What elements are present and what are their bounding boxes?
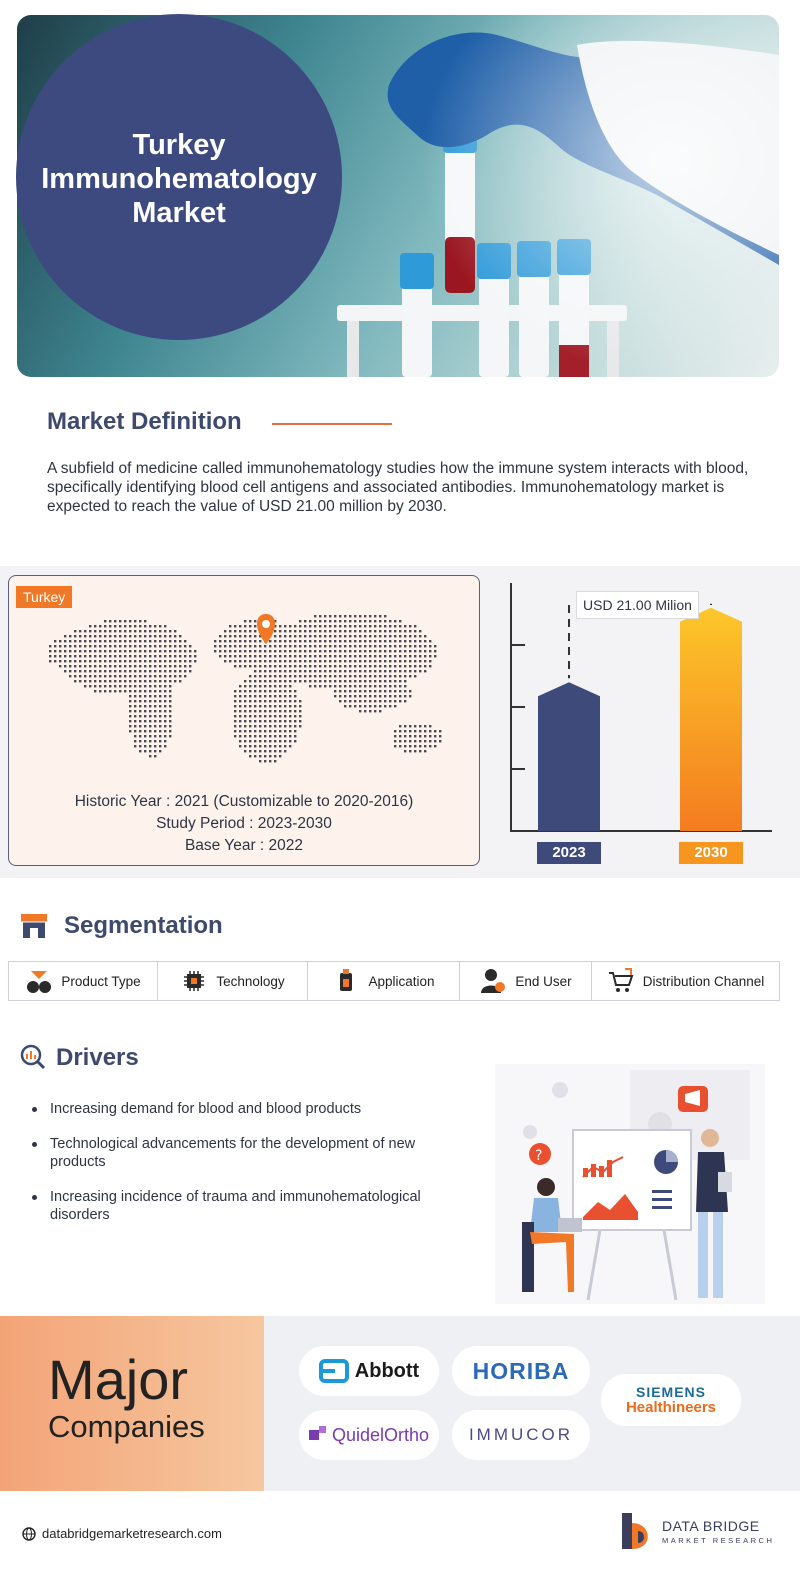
location-pin-icon — [257, 614, 275, 644]
store-icon — [20, 910, 48, 940]
segment-end-user[interactable]: End User — [459, 962, 591, 1000]
market-definition-text: A subfield of medicine called immunohematology studies how the immune system interacts with blood, specifically identifying blood cell antigens and associated antibodies. Immunohematology market is expected to reach the value of USD 21.00 million by 2030. — [47, 460, 749, 515]
chart-value-label: USD 21.00 Milion — [576, 591, 699, 619]
segment-technology[interactable]: Technology — [157, 962, 307, 1000]
country-tag: Turkey — [16, 586, 72, 608]
globe-icon — [22, 1527, 36, 1541]
market-growth-chart — [500, 575, 780, 875]
segment-distribution-channel[interactable]: Distribution Channel — [591, 962, 779, 1000]
chip-icon — [180, 967, 208, 995]
driver-item: Increasing incidence of trauma and immunohematological disorders — [32, 1188, 472, 1224]
immucor-logo: IMMUCOR — [452, 1410, 590, 1460]
bar-2023 — [538, 682, 600, 831]
bar-2030 — [680, 608, 742, 831]
application-icon — [332, 967, 360, 995]
analytics-search-icon — [20, 1044, 46, 1070]
title-divider — [272, 423, 392, 425]
segment-product-type[interactable]: Product Type — [9, 962, 157, 1000]
year-label-2030: 2030 — [679, 842, 743, 864]
product-type-icon — [25, 967, 53, 995]
presentation-illustration — [470, 1062, 770, 1307]
quidelortho-logo: QuidelOrtho — [299, 1410, 439, 1460]
hero-title: Turkey Immunohematology Market — [41, 129, 317, 229]
svg-text:?: ? — [535, 1148, 543, 1164]
study-period: Study Period : 2023-2030 — [156, 815, 332, 832]
abbott-mark-icon — [319, 1359, 349, 1383]
segmentation-bar — [8, 961, 780, 1001]
drivers-title: Drivers — [56, 1044, 139, 1071]
data-bridge-logo-icon — [618, 1509, 658, 1553]
brand-name: DATA BRIDGE — [662, 1518, 760, 1534]
year-label-2023: 2023 — [537, 842, 601, 864]
base-year: Base Year : 2022 — [184, 837, 304, 854]
driver-item: Technological advancements for the development of new products — [32, 1135, 472, 1171]
siemens-healthineers-logo: SIEMENS Healthineers — [601, 1374, 741, 1426]
companies-title: Companies — [48, 1409, 205, 1444]
cart-icon — [607, 967, 635, 995]
segmentation-title: Segmentation — [64, 912, 223, 939]
website-url[interactable]: databridgemarketresearch.com — [42, 1526, 222, 1541]
driver-item: Increasing demand for blood and blood products — [32, 1100, 472, 1118]
abbott-logo: Abbott — [299, 1346, 439, 1396]
brand-subtitle: MARKET RESEARCH — [662, 1536, 775, 1545]
drivers-list — [32, 1100, 472, 1241]
historic-year: Historic Year : 2021 (Customizable to 2020-2016) — [74, 793, 414, 810]
world-map-dotted — [30, 596, 450, 766]
horiba-logo: HORIBA — [452, 1346, 590, 1396]
user-icon — [479, 967, 507, 995]
major-title: Major — [48, 1348, 189, 1411]
market-definition-title: Market Definition — [47, 408, 242, 435]
segment-application[interactable]: Application — [307, 962, 459, 1000]
quidel-mark-icon — [309, 1426, 327, 1444]
